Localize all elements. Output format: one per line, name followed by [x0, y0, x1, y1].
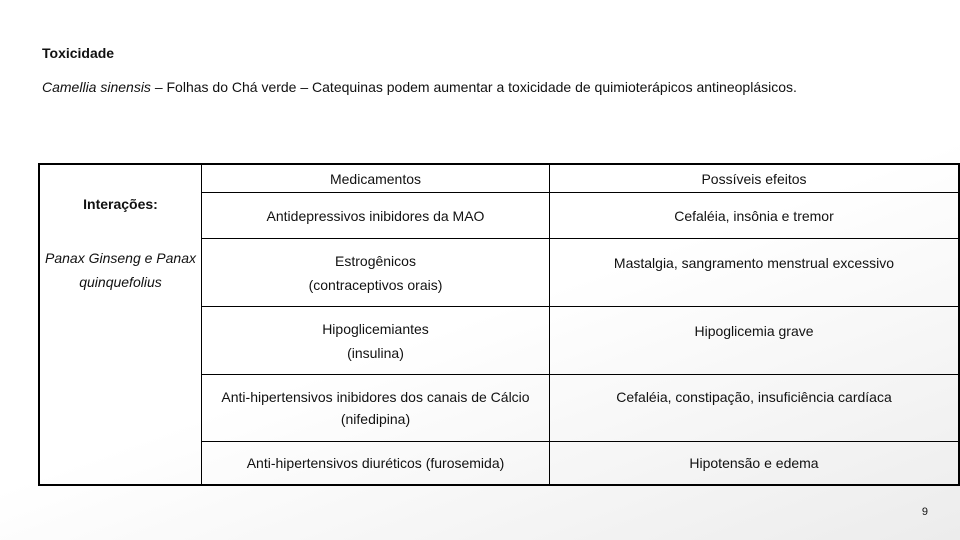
subtitle-text: – Folhas do Chá verde – Catequinas podem aumentar a toxicidade de quimioterápicos antineoplásicos.	[150, 79, 797, 95]
table-cell-effect: Cefaléia, constipação, insuficiência cardíaca	[616, 389, 892, 405]
slide-subtitle	[42, 79, 797, 95]
table-cell-drug: Estrogênicos (contraceptivos orais)	[308, 252, 443, 293]
interactions-label: Interações:	[83, 196, 158, 212]
subtitle-species: Camellia sinensis	[42, 79, 151, 95]
plant-name: Panax Ginseng e Panax quinquefolius	[45, 250, 196, 290]
table-cell-drug: Anti-hipertensivos inibidores dos canais de Cálcio (nifedipina)	[221, 389, 530, 427]
table-cell-effect: Cefaléia, insônia e tremor	[674, 207, 834, 224]
table-cell-effect: Hipotensão e edema	[689, 455, 819, 471]
table-cell-drug: Hipoglicemiantes (insulina)	[322, 320, 429, 361]
header-medicamentos: Medicamentos	[329, 170, 422, 187]
table-cell-effect: Mastalgia, sangramento menstrual excessivo	[613, 255, 895, 271]
interactions-table	[38, 163, 960, 486]
table-border-bottom	[38, 484, 960, 486]
slide-title: Toxicidade	[42, 45, 115, 61]
page-number: 9	[921, 506, 928, 518]
header-efeitos: Possíveis efeitos	[701, 170, 807, 187]
table-cell-effect: Hipoglicemia grave	[694, 323, 814, 339]
table-cell-drug: Antidepressivos inibidores da MAO	[266, 207, 485, 224]
table-cell-drug: Anti-hipertensivos diuréticos (furosemida)	[246, 455, 505, 471]
